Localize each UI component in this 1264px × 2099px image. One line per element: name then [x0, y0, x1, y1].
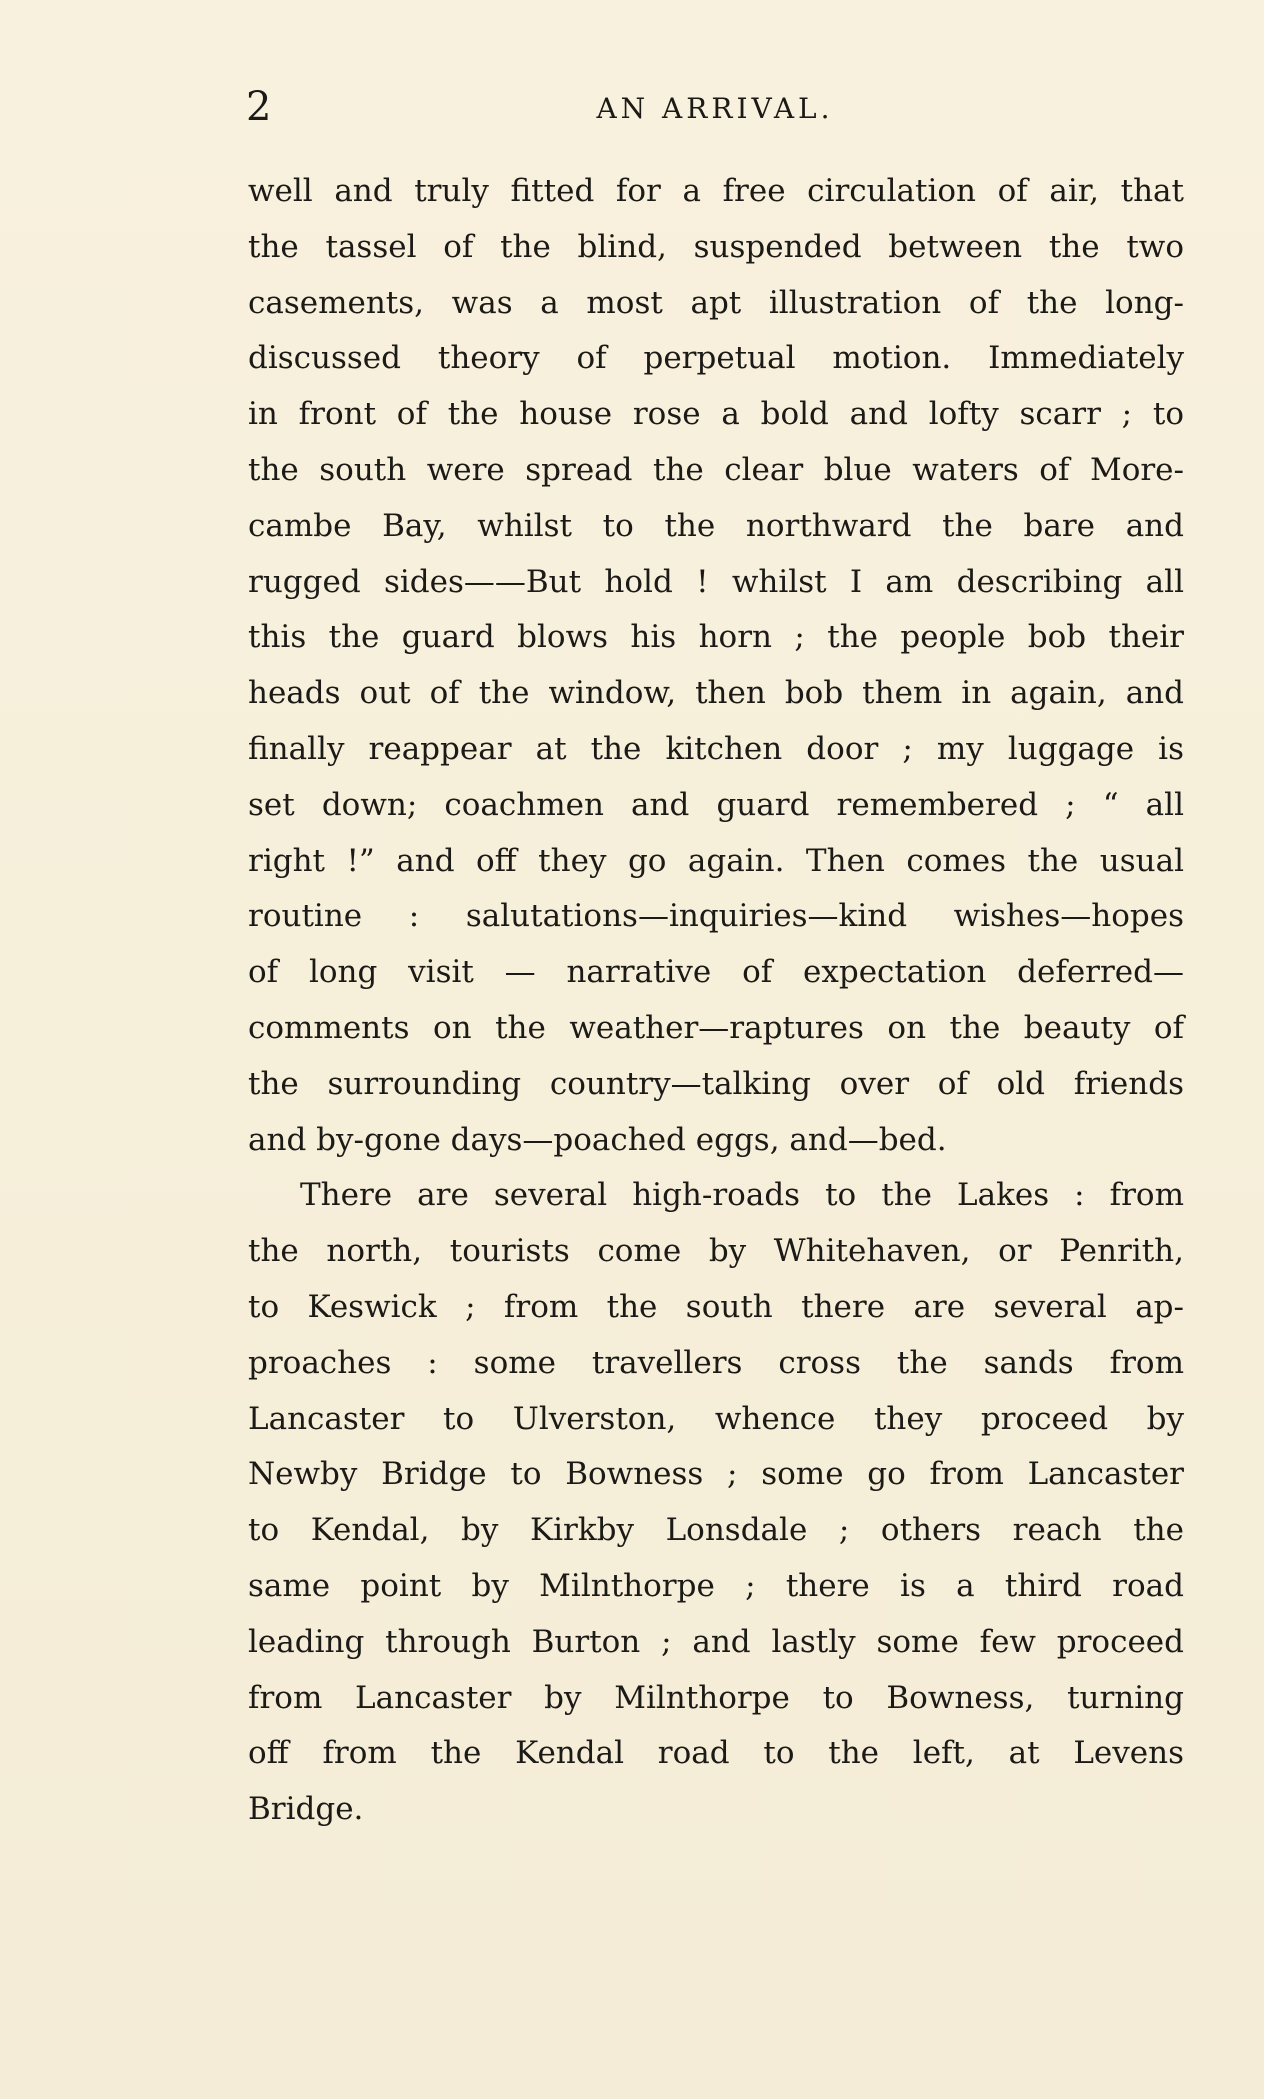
text-line: routine : salutations—inquiries—kind wishes—hopes	[248, 898, 1184, 935]
text-line: the tassel of the blind, suspended between the two	[248, 228, 1184, 265]
text-line: heads out of the window, then bob them in again, and	[248, 675, 1184, 712]
text-line: casements, was a most apt illustration of the long-	[248, 284, 1184, 321]
text-line: the north, tourists come by Whitehaven, or Penrith,	[248, 1233, 1184, 1270]
text-line: the south were spread the clear blue waters of More-	[248, 451, 1184, 488]
text-line: to Kendal, by Kirkby Lonsdale ; others reach the	[248, 1512, 1184, 1549]
text-line: discussed theory of perpetual motion. Immediately	[248, 340, 1184, 377]
text-line: leading through Burton ; and lastly some few proceed	[248, 1623, 1184, 1660]
text-line: Bridge.	[248, 1791, 364, 1828]
text-line: same point by Milnthorpe ; there is a third road	[248, 1567, 1184, 1604]
text-line: to Keswick ; from the south there are several ap-	[248, 1288, 1184, 1325]
text-line: finally reappear at the kitchen door ; my luggage is	[248, 730, 1184, 767]
text-line: from Lancaster by Milnthorpe to Bowness, turning	[248, 1679, 1184, 1716]
running-head	[246, 82, 1184, 132]
text-line: Newby Bridge to Bowness ; some go from Lancaster	[248, 1456, 1184, 1493]
body-text	[248, 164, 1184, 1838]
text-line: cambe Bay, whilst to the northward the bare and	[248, 507, 1184, 544]
text-line: set down; coachmen and guard remembered ; “ all	[248, 786, 1184, 823]
text-line: Lancaster to Ulverston, whence they proceed by	[248, 1400, 1184, 1437]
text-line: in front of the house rose a bold and lofty scarr ; to	[248, 396, 1184, 433]
text-line: comments on the weather—raptures on the beauty of	[248, 1009, 1184, 1046]
running-title: AN ARRIVAL.	[596, 92, 834, 125]
text-line: of long visit — narrative of expectation deferred—	[248, 954, 1184, 991]
text-line: proaches : some travellers cross the sands from	[248, 1344, 1184, 1381]
page-number: 2	[246, 84, 272, 130]
text-line: the surrounding country—talking over of old friends	[248, 1065, 1184, 1102]
text-line: off from the Kendal road to the left, at Levens	[248, 1735, 1184, 1772]
text-line: this the guard blows his horn ; the people bob their	[248, 619, 1184, 656]
text-line: and by-gone days—poached eggs, and—bed.	[248, 1121, 947, 1158]
text-line: rugged sides——But hold ! whilst I am describing all	[248, 563, 1184, 600]
text-line: well and truly fitted for a free circulation of air, that	[248, 173, 1184, 209]
text-line: There are several high-roads to the Lakes : from	[300, 1177, 1184, 1214]
text-line: right !” and off they go again. Then comes the usual	[248, 842, 1184, 879]
